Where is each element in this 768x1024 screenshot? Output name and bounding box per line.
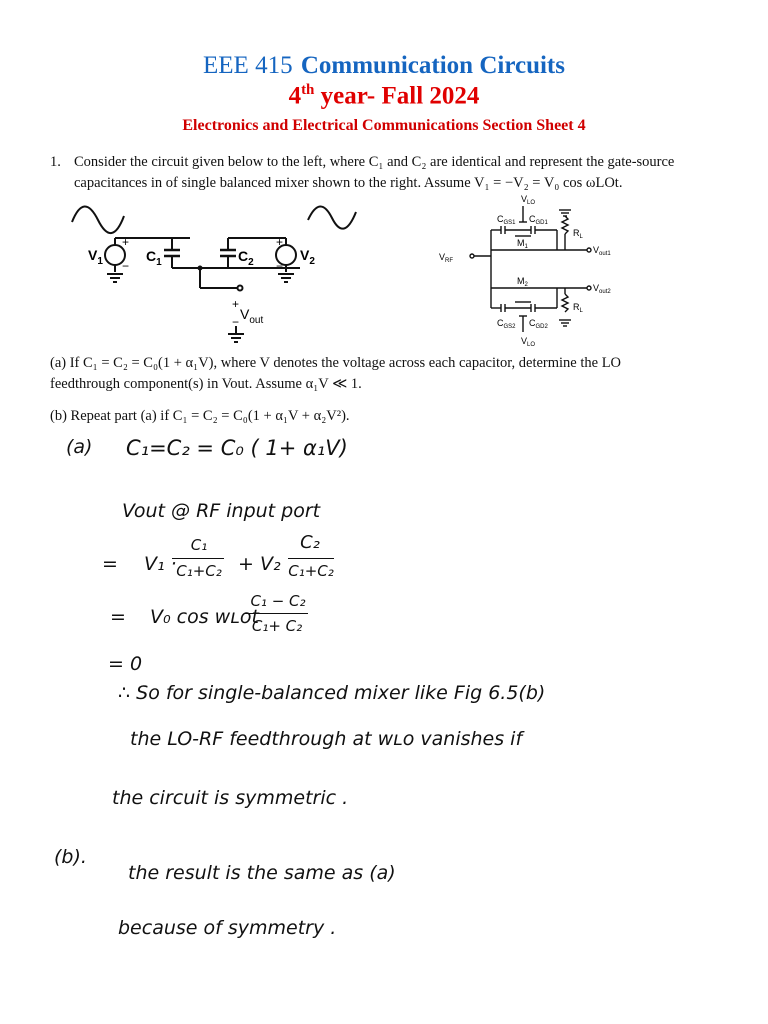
hw-part-a-label: (a) — [66, 436, 93, 458]
hw-part-b-line-2: because of symmetry . — [118, 917, 337, 939]
hw-v1-term: V₁ · — [144, 553, 177, 575]
hw-frac1-denominator: C₁+C₂ — [176, 562, 222, 580]
label-m1: $M_1$ — [517, 238, 528, 250]
label-vout1: $V_{out1}$ — [593, 245, 611, 257]
hw-part-b-label: (b). — [54, 846, 87, 868]
hw-vout-rf-port: Vout @ RF input port — [122, 500, 321, 522]
label-vout: $V_{out}$ — [240, 306, 264, 326]
v2-minus-sign: − — [276, 259, 284, 273]
course-year — [0, 82, 768, 110]
hw-frac3-denominator: C₁+ C₂ — [251, 617, 303, 635]
hw-frac2-numerator: C₂ — [300, 532, 320, 553]
sine-wave-right-icon — [308, 206, 356, 228]
sine-wave-left-icon — [72, 206, 124, 233]
label-vrf: $V_{RF}$ — [439, 252, 454, 264]
v1-plus-sign: + — [122, 235, 130, 249]
label-v2: $V_2$ — [300, 247, 315, 267]
question-line-1: Consider the circuit given below to the left, where C₁ and C₂ are identical and represent the gate-source — [74, 154, 675, 170]
hw-conclusion-line-1: ∴ So for single-balanced mixer like Fig 6.5(b) — [118, 682, 546, 704]
hw-frac2-denominator: C₁+C₂ — [288, 562, 334, 580]
label-c1: $C_1$ — [146, 248, 162, 268]
question-number: 1. — [50, 154, 61, 170]
course-code: EEE 415 — [203, 52, 293, 79]
v2-plus-sign: + — [276, 235, 284, 249]
hw-equals-1: = — [102, 553, 118, 575]
hw-v0-cos-term: V₀ cos wʟot — [150, 606, 259, 628]
vout-minus-sign: − — [232, 315, 240, 329]
label-vlo-bottom: $V_{LO}$ — [521, 336, 536, 348]
hw-conclusion-line-2: the LO-RF feedthrough at wʟo vanishes if — [130, 728, 523, 750]
vout-plus-sign: + — [232, 297, 240, 311]
label-cgs1: $C_{GS1}$ — [497, 214, 516, 226]
label-rl-bottom: $R_L$ — [573, 302, 583, 314]
hw-equals-zero: = 0 — [108, 653, 143, 675]
label-cgd1: $C_{GD1}$ — [529, 214, 548, 226]
label-cgd2: $C_{GD2}$ — [529, 318, 548, 330]
label-c2: $C_2$ — [238, 248, 254, 268]
section-title: Electronics and Electrical Communications Section Sheet 4 — [182, 117, 586, 134]
hw-conclusion-line-3: the circuit is symmetric . — [112, 787, 349, 809]
year-rest: year- Fall 2024 — [314, 82, 480, 110]
v1-minus-sign: − — [122, 259, 130, 273]
hw-frac1-numerator: C₁ — [190, 536, 208, 554]
label-v1: $V_1$ — [88, 247, 103, 267]
hw-frac3-numerator: C₁ − C₂ — [250, 592, 306, 610]
hw-frac3-bar — [244, 613, 308, 614]
course-title — [0, 52, 768, 80]
question-line-2: capacitances in of single balanced mixer shown to the right. Assume V₁ = −V₂ = V₀ cos ωLOt. — [74, 175, 623, 191]
circuit-left-diagram — [60, 198, 380, 358]
hw-capacitance-equation: C₁=C₂ = C₀ ( 1+ α₁V) — [126, 436, 348, 460]
circuit-right-mixer-diagram — [435, 192, 635, 350]
label-cgs2: $C_{GS2}$ — [497, 318, 516, 330]
label-vout2: $V_{out2}$ — [593, 283, 611, 295]
label-rl-top: $R_L$ — [573, 228, 583, 240]
label-vlo-top: $V_{LO}$ — [521, 194, 536, 206]
label-m2: $M_2$ — [517, 276, 528, 288]
hw-plus-v2: + V₂ — [238, 553, 281, 575]
year-number: 4 — [288, 82, 302, 110]
hw-frac1-bar — [172, 558, 224, 559]
part-a-line-2: feedthrough component(s) in Vout. Assume α₁V ≪ 1. — [50, 376, 362, 392]
hw-part-b-line-1: the result is the same as (a) — [128, 862, 396, 884]
part-b-text: (b) Repeat part (a) if C₁ = C₂ = C₀(1 + α₁V + α₂V²). — [50, 408, 350, 424]
course-name: Communication Circuits — [300, 52, 565, 79]
hw-frac2-bar — [288, 558, 334, 559]
hw-equals-2: = — [110, 606, 126, 628]
part-a-line-1: (a) If C₁ = C₂ = C₀(1 + α₁V), where V denotes the voltage across each capacitor, determine the LO — [50, 355, 622, 371]
year-suffix: th — [301, 82, 315, 98]
